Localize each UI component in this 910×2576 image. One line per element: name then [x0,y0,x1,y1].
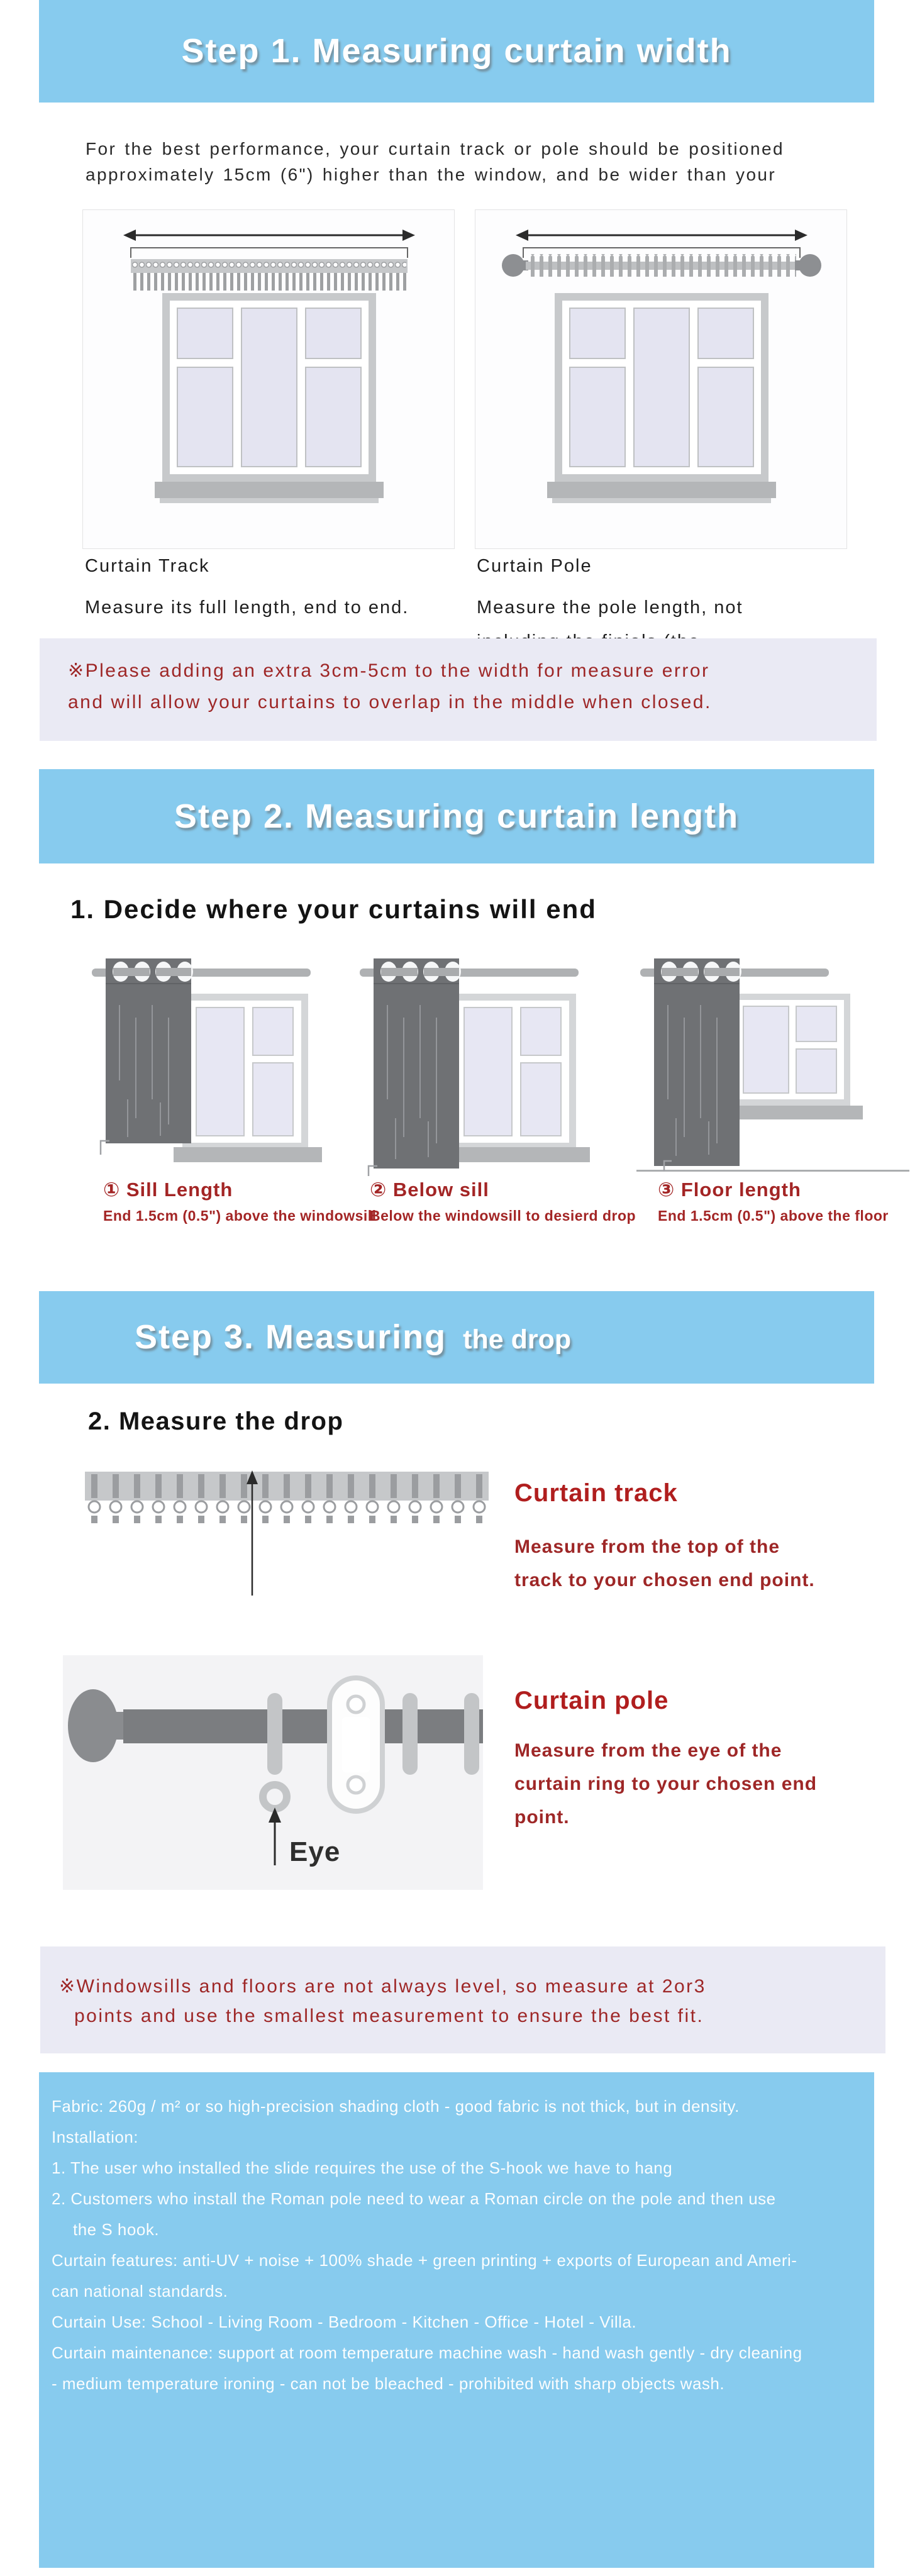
window-with-pole-box [475,209,847,549]
option-sill-length-desc: End 1.5cm (0.5") above the windowsill [103,1208,377,1224]
option-floor-length-desc: End 1.5cm (0.5") above the floor [658,1208,889,1224]
width-note-band [40,638,877,741]
option-below-sill-label: ② Below sill [370,1179,489,1201]
option-below-sill-desc: Below the windowsill to desierd drop [370,1208,636,1224]
curtain-below-sill-illustration [356,955,626,1177]
curtain-sill-length-illustration [88,955,358,1177]
footer-line: Curtain Use: School - Living Room - Bedroom - Kitchen - Office - Hotel - Villa. [52,2312,637,2331]
option-floor-length-label: ③ Floor length [658,1179,801,1201]
window-with-pole-illustration [475,210,846,548]
step3-pole-desc-line2: curtain ring to your chosen end [514,1774,818,1794]
option-floor-length [636,955,909,1224]
step3-track-desc-line2: track to your chosen end point. [514,1570,815,1591]
option-sill-length [88,955,377,1224]
window-with-track-illustration [83,210,454,548]
curtain-track-title: Curtain Track [85,556,210,576]
footer-line: Curtain maintenance: support at room temperature machine wash - hand wash gently - dry cleaning [52,2343,802,2362]
curtain-track-closeup-illustration [84,1465,491,1601]
step1-intro-line1: For the best performance, your curtain track or pole should be positioned [86,139,784,158]
step3-banner-subtext: the drop [463,1324,572,1355]
step2-heading: 1. Decide where your curtains will end [70,894,597,924]
step3-pole-title: Curtain pole [514,1687,669,1714]
footer-line: can national standards. [52,2282,228,2301]
width-note-line1: ※Please adding an extra 3cm-5cm to the width for measure error [68,660,710,681]
footer-line: the S hook. [73,2220,160,2239]
curtain-track-desc: Measure its full length, end to end. [85,597,409,618]
footer-line: Installation: [52,2128,139,2146]
step3-banner [39,1291,874,1384]
footer-line: 2. Customers who install the Roman pole need to wear a Roman circle on the pole and then use [52,2189,776,2208]
step1-banner-text: Step 1. Measuring curtain width [181,32,732,70]
curtain-floor-length-illustration [636,955,909,1177]
footer-line: 1. The user who installed the slide requires the use of the S-hook we have to hang [52,2158,673,2177]
step3-pole-desc-line3: point. [514,1807,570,1828]
curtain-track-label-block [85,556,409,625]
footer-line: Fabric: 260g / m² or so high-precision shading cloth - good fabric is not thick, but in density. [52,2097,740,2116]
step2-banner [39,769,874,863]
curtain-pole-title: Curtain Pole [477,556,592,576]
step1-intro-line2: approximately 15cm (6") higher than the window, and be wider than your [86,165,777,184]
step1-intro [86,136,878,187]
step3-pole-text [514,1687,817,1834]
step3-track-desc-line1: Measure from the top of the [514,1536,780,1557]
step3-banner-text: Step 3. Measuring [135,1318,447,1356]
step1-banner [39,0,874,103]
drop-note-band [40,1946,885,2053]
step3-track-title: Curtain track [514,1479,678,1507]
step3-heading: 2. Measure the drop [88,1407,344,1435]
window-with-track-box [82,209,455,549]
option-sill-length-label: ① Sill Length [103,1179,233,1201]
footer-line: - medium temperature ironing - can not be bleached - prohibited with sharp objects wash. [52,2374,725,2393]
width-note-line2: and will allow your curtains to overlap in the middle when closed. [68,692,712,713]
drop-note-line1: ※Windowsills and floors are not always level, so measure at 2or3 [59,1976,706,1997]
product-details-footer [39,2072,874,2568]
eye-label: Eye [289,1836,341,1867]
curtain-pole-closeup-illustration [63,1655,483,1890]
step2-banner-text: Step 2. Measuring curtain length [174,797,740,835]
footer-line: Curtain features: anti-UV + noise + 100% shade + green printing + exports of European and Ameri- [52,2251,797,2270]
step3-pole-desc-line1: Measure from the eye of the [514,1740,782,1761]
drop-note-line2: points and use the smallest measurement to ensure the best fit. [74,2006,704,2026]
option-below-sill [356,955,636,1224]
step3-track-text [514,1479,815,1597]
curtain-pole-desc-line1: Measure the pole length, not [477,597,743,618]
